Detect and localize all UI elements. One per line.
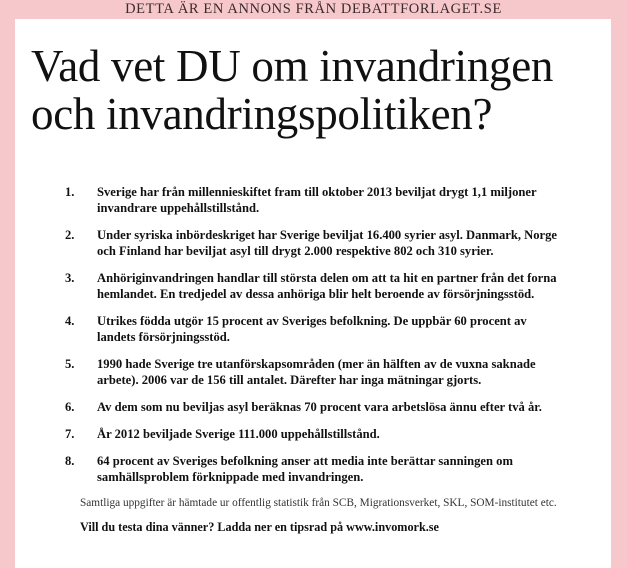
title-line-2: och invandringspolitiken? [31,89,493,139]
fact-text: Under syriska inbördeskriget har Sverige beviljat 16.400 syrier asyl. Danmark, Norge och Finland har beviljat asyl till drygt 2.000 respektive 802 och 310 syrier. [97,228,557,258]
title-line-1: Vad vet DU om invandringen [31,41,554,91]
website-link[interactable]: www.invomork.se [346,520,439,534]
fact-item [65,270,565,302]
cta-text: Vill du testa dina vänner? Ladda ner en tipsrad på [80,520,347,534]
fact-item [65,426,565,442]
sources-note: Samtliga uppgifter är hämtade ur offentlig statistik från SCB, Migrationsverket, SKL, SOM-institutet etc. [80,497,557,509]
ad-content [65,184,565,534]
fact-item [65,356,565,388]
fact-number: 8. [65,454,75,468]
fact-text: År 2012 beviljade Sverige 111.000 uppehållstillstånd. [97,427,380,441]
fact-item [65,184,565,216]
fact-number: 4. [65,314,75,328]
fact-text: Anhöriginvandringen handlar till största delen om att ta hit en partner från det forna hemlandet. En tredjedel av dessa anhöriga blir helt beroende av försörjningsstöd. [97,271,557,301]
fact-number: 1. [65,185,75,199]
fact-number: 5. [65,357,75,371]
fact-number: 2. [65,228,75,242]
fact-text: 1990 hade Sverige tre utanförskapsområden (mer än hälften av de vuxna saknade arbete). 2006 var de 156 till antalet. Därefter har inga mätningar gjorts. [97,357,536,387]
fact-item [65,453,565,485]
fact-number: 6. [65,400,75,414]
fact-text: Sverige har från millennieskiftet fram till oktober 2013 beviljat drygt 1,1 miljoner invandrare uppehållstillstånd. [97,185,537,215]
fact-text: Av dem som nu beviljas asyl beräknas 70 procent vara arbetslösa ännu efter två år. [97,400,542,414]
page-title [31,42,553,138]
call-to-action [80,520,565,534]
fact-number: 7. [65,427,75,441]
fact-text: 64 procent av Sveriges befolkning anser att media inte berättar sanningen om samhällsproblem förknippade med invandringen. [97,454,513,484]
advertisement-banner: DETTA ÄR EN ANNONS FRÅN DEBATTFORLAGET.SE [125,1,502,17]
facts-list [65,184,565,485]
fact-number: 3. [65,271,75,285]
fact-item [65,399,565,415]
fact-item [65,227,565,259]
fact-text: Utrikes födda utgör 15 procent av Sveriges befolkning. De uppbär 60 procent av landets försörjningsstöd. [97,314,527,344]
fact-item [65,313,565,345]
